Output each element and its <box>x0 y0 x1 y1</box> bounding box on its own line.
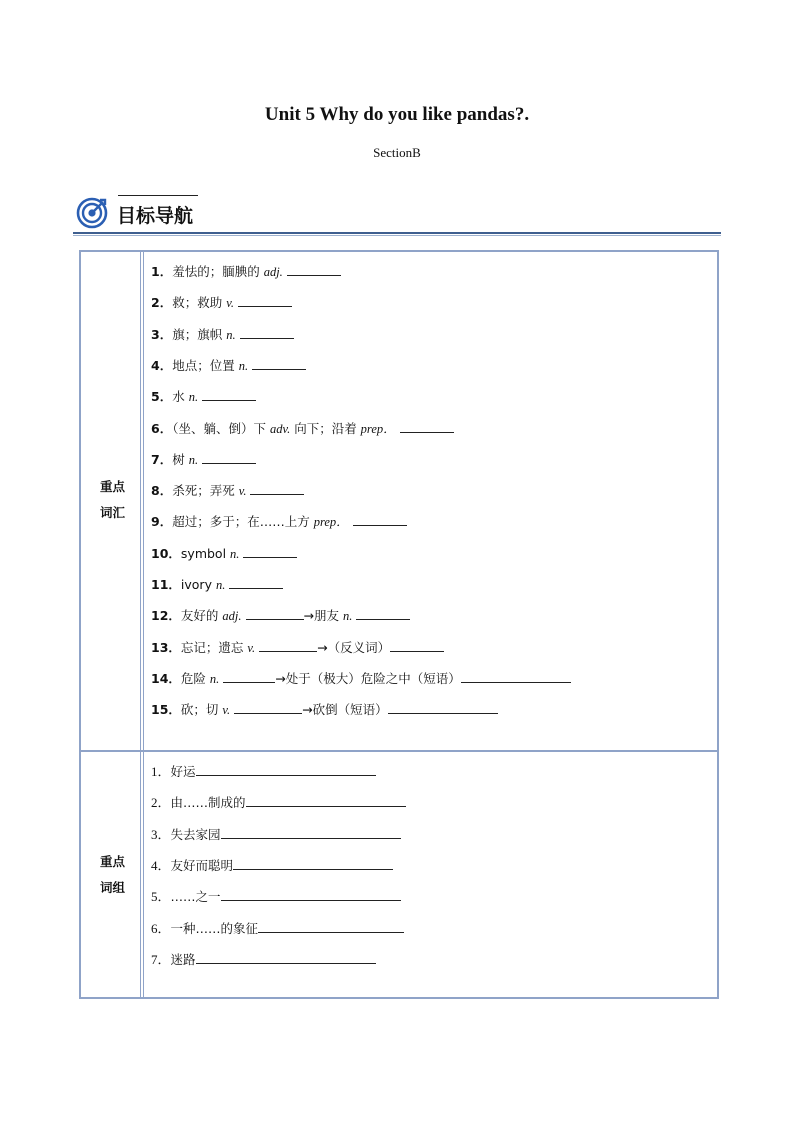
answer-blank[interactable] <box>246 793 406 807</box>
answer-blank[interactable] <box>252 356 306 370</box>
derived-form: →砍倒（短语） <box>302 702 388 718</box>
answer-blank[interactable] <box>233 856 393 870</box>
vocab-item <box>151 512 407 530</box>
derived-form: →处于（极大）危险之中（短语） <box>275 670 461 686</box>
part-of-speech: adj. <box>222 609 242 624</box>
part-of-speech: adv. <box>269 421 291 436</box>
answer-blank[interactable] <box>240 325 294 339</box>
item-text: 失去家园 <box>170 826 221 842</box>
item-number: 5． <box>151 889 171 905</box>
vocab-item <box>151 262 341 280</box>
phrase-item <box>151 856 393 874</box>
answer-blank[interactable] <box>356 606 410 620</box>
vocab-item <box>151 700 498 718</box>
item-number: 2． <box>151 795 171 811</box>
answer-blank[interactable] <box>388 700 498 714</box>
item-text: ……之一 <box>170 889 221 905</box>
answer-blank[interactable] <box>258 919 404 933</box>
answer-blank[interactable] <box>353 512 407 526</box>
item-text: 迷路 <box>170 951 196 967</box>
item-text: 杀死；弄死 <box>172 483 235 499</box>
part-of-speech: n. <box>226 327 236 342</box>
phrase-table <box>79 750 719 999</box>
vocab-item <box>151 356 306 374</box>
item-number: 7． <box>151 451 173 467</box>
vocab-item <box>151 481 304 499</box>
answer-blank[interactable] <box>390 638 444 652</box>
part-of-speech: n. <box>238 358 249 373</box>
item-text: 树 <box>172 451 185 467</box>
part-of-speech: n. <box>188 390 199 405</box>
answer-blank[interactable] <box>243 544 297 558</box>
vocab-table <box>79 250 719 752</box>
item-text: 超过；多于；在……上方 <box>172 514 310 530</box>
item-number: 8． <box>151 483 173 499</box>
item-number: 3． <box>151 326 173 342</box>
part-of-speech: adj. <box>263 265 283 279</box>
item-number: 14． <box>151 670 181 686</box>
phrase-label-line2: 词组 <box>99 880 125 895</box>
part-of-speech-2: prep． <box>360 421 396 436</box>
item-text: （坐、躺、倒）下 <box>172 420 266 436</box>
item-number: 4． <box>151 357 173 373</box>
answer-blank[interactable] <box>287 262 341 276</box>
item-text: 危险 <box>180 670 206 686</box>
item-text: 友好的 <box>180 608 219 624</box>
derived-form: →（反义词） <box>317 639 391 655</box>
answer-blank[interactable] <box>259 638 317 652</box>
part-of-speech: v. <box>226 296 234 311</box>
answer-blank[interactable] <box>229 575 283 589</box>
phrase-label-line1: 重点 <box>99 854 125 869</box>
part-of-speech: v. <box>247 640 256 655</box>
part-of-speech: n. <box>209 671 220 686</box>
item-number: 9． <box>151 514 173 530</box>
vocab-item <box>151 293 292 311</box>
phrase-item <box>151 762 376 780</box>
vocab-item <box>151 325 294 343</box>
answer-blank[interactable] <box>221 825 401 839</box>
vocab-item <box>151 450 256 468</box>
part-of-speech: n. <box>230 546 240 561</box>
item-text: 友好而聪明 <box>170 857 234 873</box>
item-text: 羞怯的；腼腆的 <box>172 264 260 279</box>
item-number: 6． <box>151 920 171 936</box>
part-of-speech: n. <box>215 578 226 592</box>
phrase-item <box>151 950 376 968</box>
item-number: 3． <box>151 826 171 842</box>
item-number: 15． <box>151 702 181 718</box>
answer-blank[interactable] <box>246 606 304 620</box>
part-of-speech: prep． <box>313 515 349 530</box>
answer-blank[interactable] <box>400 419 454 433</box>
section-title: 目标导航 <box>117 205 194 227</box>
item-text: ivory <box>180 577 212 592</box>
item-text: 救；救助 <box>172 295 223 311</box>
section-divider <box>73 232 721 234</box>
vocab-item <box>151 606 410 624</box>
item-number: 13． <box>151 639 181 655</box>
answer-blank[interactable] <box>202 387 256 401</box>
page-subtitle: SectionB <box>373 145 421 160</box>
item-number: 2． <box>151 295 173 311</box>
item-text: 好运 <box>170 764 196 779</box>
part-of-speech-2: n. <box>342 609 353 624</box>
item-text: 水 <box>172 389 185 405</box>
answer-blank[interactable] <box>238 293 292 307</box>
item-text: symbol <box>180 545 227 561</box>
item-number: 4． <box>151 857 171 873</box>
vocab-item <box>151 575 283 593</box>
vocab-label <box>81 474 144 526</box>
vocab-label-line2: 词汇 <box>99 505 125 520</box>
phrase-item <box>151 793 406 811</box>
item-number: 11． <box>151 577 181 592</box>
answer-blank[interactable] <box>250 481 304 495</box>
item-text: 地点；位置 <box>172 357 235 373</box>
item-number: 5． <box>151 389 173 405</box>
item-text: 旗；旗帜 <box>172 326 223 342</box>
page-title: Unit 5 Why do you like pandas?. <box>264 104 530 125</box>
item-text: 一种……的象征 <box>170 920 259 936</box>
vocab-item <box>151 544 297 562</box>
item-number: 12． <box>151 608 181 624</box>
section-divider-thin <box>73 235 721 236</box>
answer-blank[interactable] <box>461 669 571 683</box>
item-number: 10． <box>151 545 181 561</box>
answer-blank[interactable] <box>234 700 302 714</box>
part-of-speech: v. <box>238 484 247 499</box>
item-text: 砍；切 <box>180 702 219 718</box>
answer-blank[interactable] <box>196 950 376 964</box>
vocab-label-line1: 重点 <box>99 479 125 494</box>
target-icon <box>76 197 108 229</box>
vocab-item <box>151 638 444 656</box>
phrase-item <box>151 825 401 843</box>
section-top-rule <box>118 195 198 196</box>
answer-blank[interactable] <box>221 887 401 901</box>
vocab-item <box>151 419 454 437</box>
item-number: 7． <box>151 951 171 967</box>
phrase-label <box>81 849 144 901</box>
item-number: 1． <box>151 764 171 779</box>
item-text: 忘记；遗忘 <box>180 639 244 655</box>
answer-blank[interactable] <box>196 762 376 776</box>
item-text: 由……制成的 <box>170 795 246 811</box>
vocab-item <box>151 387 256 405</box>
item-text-2: 向下；沿着 <box>294 420 361 436</box>
part-of-speech: v. <box>222 703 231 718</box>
phrase-item <box>151 919 404 937</box>
answer-blank[interactable] <box>202 450 256 464</box>
item-number: 1． <box>151 264 173 279</box>
phrase-item <box>151 887 401 905</box>
derived-form: →朋友 <box>303 608 339 624</box>
vocab-item <box>151 669 571 687</box>
item-number: 6． <box>151 420 173 436</box>
part-of-speech: n. <box>188 452 199 467</box>
answer-blank[interactable] <box>223 669 275 683</box>
